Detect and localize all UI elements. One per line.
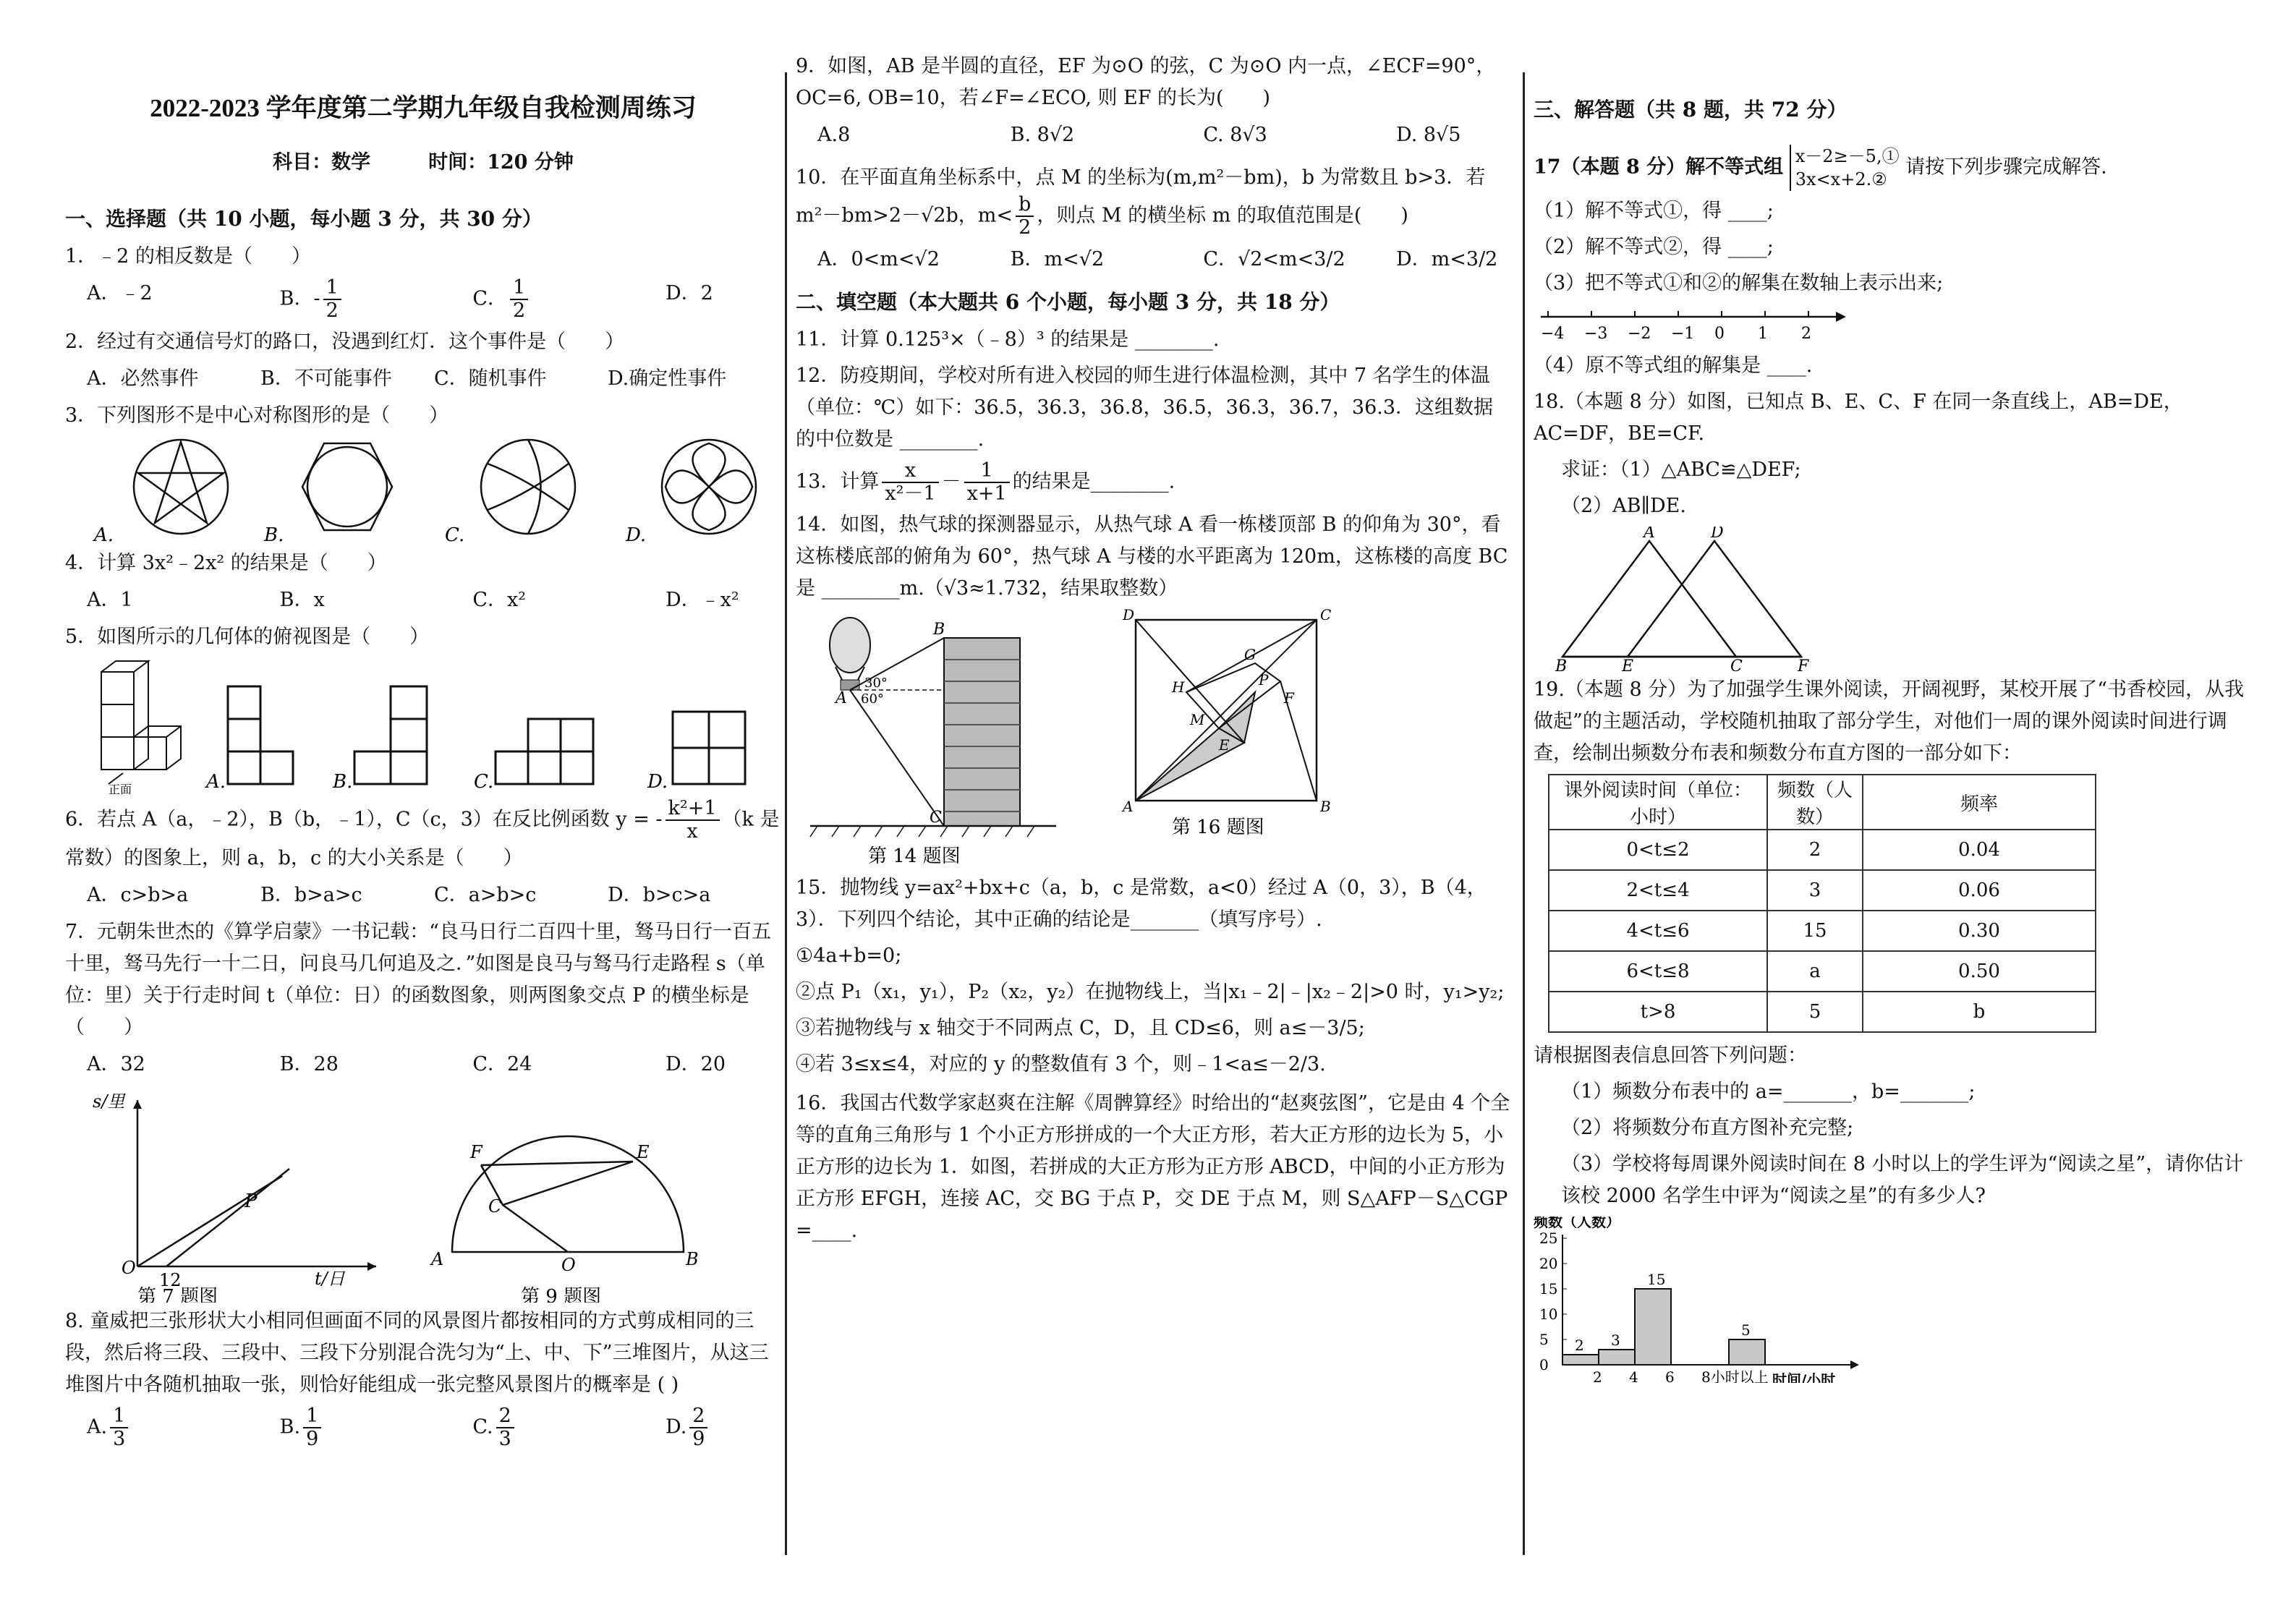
table-cell: b [1863, 992, 2096, 1032]
column-divider [785, 72, 787, 1555]
number-line-label: 1 [1758, 325, 1768, 343]
q6-option-b: B．b>a>c [260, 884, 362, 906]
q15-statement-3: ③若抛物线与 x 轴交于不同两点 C，D，且 CD≤6，则 a≤－3/5; [796, 1017, 1365, 1039]
q19-histogram [1534, 1217, 1939, 1383]
table-cell: 0<t≤2 [1549, 830, 1767, 870]
table-row [1549, 992, 2096, 1032]
q5-figures [65, 657, 774, 795]
q16-label-m: M [1190, 711, 1205, 728]
q3-fig-d-petals [662, 440, 756, 534]
q7-option-d: D．20 [666, 1053, 726, 1075]
q10-option-b: B．m<√2 [1010, 248, 1105, 270]
q18-label-f: F [1798, 657, 1809, 671]
table-cell: 15 [1767, 911, 1863, 951]
column-1 [65, 51, 781, 1609]
q8-stem: 8. 童威把三张形状大小相同但画面不同的风景图片都按相同的方式剪成相同的三段，然后将三段、三段中、三段下分别混合洗匀为“上、中、下”三堆图片，从这三堆图片中各随机抽取一张，则恰好能组成一张完整风景图片的概率是 ( ) [65, 1310, 769, 1396]
histogram-y-tick-label: 15 [1539, 1280, 1558, 1298]
q16-label-p: P [1259, 671, 1269, 689]
table-row [1549, 830, 2096, 870]
q1-stem: 1．﹣2 的相反数是（ ） [65, 245, 311, 268]
q16-label-d: D [1123, 609, 1135, 623]
q5-label-b: B. [333, 771, 353, 793]
table-cell: 5 [1767, 992, 1863, 1032]
histogram-y-tick-label: 10 [1539, 1305, 1558, 1323]
q17-part-2: （2）解不等式②，得 ____; [1534, 236, 1774, 258]
table-cell: 0.50 [1863, 951, 2096, 992]
histogram-bar [1599, 1350, 1635, 1365]
q2-stem: 2．经过有交通信号灯的路口，没遇到红灯．这个事件是（ ） [65, 331, 625, 353]
q7-option-a: A．32 [87, 1053, 145, 1075]
histogram-y-label: 频数（人数） [1534, 1217, 1620, 1230]
q7-point-p: P [245, 1190, 258, 1212]
q18-label-c: C [1730, 657, 1743, 671]
q18-label-a: A [1644, 527, 1655, 542]
q8-option-c: C. $\frac{2}{3}$ [472, 1405, 666, 1450]
q5-view-c [496, 719, 593, 784]
section-choice-heading: 一、选择题（共 10 小题，每小题 3 分，共 30 分） [65, 207, 543, 231]
histogram-bar-label: 15 [1647, 1271, 1666, 1288]
histogram-bar [1635, 1289, 1671, 1365]
exam-subtitle [65, 146, 781, 174]
q3-label-c: C. [445, 524, 465, 545]
q14-balloon-figure [810, 618, 1056, 867]
q4-option-a: A．1 [87, 589, 133, 611]
q5-view-d [673, 712, 745, 784]
q9-option-a: A.8 [817, 124, 851, 146]
table-row [1549, 870, 2096, 911]
table-cell: 4<t≤6 [1549, 911, 1767, 951]
q5-view-b [354, 686, 427, 784]
q19-stem: 19.（本题 8 分）为了加强学生课外阅读，开阔视野，某校开展了“书香校园，从我做起”的主题活动，学校随机抽取了部分学生，对他们一周的课外阅读时间进行调查，绘制出频数分布表和频数分布直方图的一部分如下： [1534, 678, 2245, 764]
q15-stem: 15．抛物线 y=ax²+bx+c（a，b，c 是常数，a<0）经过 A（0，3），B（4，3）．下列四个结论，其中正确的结论是_______（填写序号）. [796, 877, 1487, 931]
histogram-y-tick-label: 0 [1539, 1356, 1549, 1373]
number-line-label: −2 [1628, 325, 1651, 343]
table-header: 频率 [1863, 775, 2096, 830]
q3-fig-c-circle-arcs [481, 440, 575, 534]
histogram-bar [1562, 1355, 1599, 1365]
q18-label-d: D [1711, 527, 1724, 542]
table-cell: 2<t≤4 [1549, 870, 1767, 911]
histogram-x-tick-label: 8小时以上 [1701, 1368, 1769, 1383]
q14-angle-60: 60° [861, 691, 884, 707]
histogram-x-tick-label: 4 [1629, 1368, 1638, 1383]
q5-solid-figure [101, 661, 181, 784]
q2-option-d: D.确定性事件 [608, 367, 727, 390]
q4-option-c: C．x² [472, 589, 527, 611]
number-line-label: −3 [1584, 325, 1608, 343]
q6-options [65, 879, 781, 912]
q16-label-a: A [1123, 798, 1134, 815]
q2-options [65, 362, 781, 396]
q14-label-b: B [933, 621, 945, 639]
table-cell: 2 [1767, 830, 1863, 870]
table-cell: 0.30 [1863, 911, 2096, 951]
q2-option-c: C．随机事件 [434, 367, 547, 390]
q13-stem: 13．计算 $\frac{x}{\text{x²－1}}$ － $\frac{1}{x+1}$ 的结果是________. [796, 459, 1175, 505]
histogram-x-tick-label: 6 [1665, 1368, 1675, 1383]
q4-option-d: D．﹣x² [666, 589, 739, 611]
q19-part-2: （2）将频数分布直方图补充完整; [1561, 1117, 1854, 1139]
q17-number-line [1534, 304, 1939, 347]
q4-options [65, 584, 781, 617]
section-fill-heading: 二、填空题（本大题共 6 个小题，每小题 3 分，共 18 分） [796, 290, 1340, 314]
q10-stem: 10．在平面直角坐标系中，点 M 的坐标为(m,m²－bm)，b 为常数且 b>3．若 m²－bm>2－√2b，m< $\frac{b}{2}$ ，则点 M 的横坐标 m 的取值范围是( ) [796, 166, 1486, 239]
q9-semicircle-figure [430, 1136, 699, 1303]
q8-option-a: A. $\frac{1}{3}$ [87, 1405, 280, 1450]
q15-statement-1: ①4a+b=0; [796, 945, 902, 967]
table-cell: 3 [1767, 870, 1863, 911]
histogram-y-tick-label: 25 [1539, 1230, 1558, 1247]
table-row [1549, 911, 2096, 951]
q14-label-c: C [930, 809, 942, 827]
q10-options [796, 243, 1512, 276]
histogram-bar-label: 2 [1575, 1337, 1584, 1354]
q3-fig-b-hexagon [302, 443, 392, 530]
table-cell: t>8 [1549, 992, 1767, 1032]
q7-graph [93, 1091, 376, 1303]
histogram-bar-label: 5 [1741, 1321, 1751, 1339]
number-line-label: 0 [1714, 325, 1725, 343]
q9-option-b: B. 8√2 [1010, 124, 1075, 146]
q9-label-b: B [686, 1249, 699, 1269]
q14-caption: 第 14 题图 [868, 845, 961, 867]
column-3 [1534, 51, 2257, 1609]
q9-label-a: A [431, 1249, 444, 1269]
histogram-y-tick-label: 20 [1539, 1255, 1558, 1272]
time-label: 时间：120 分钟 [428, 151, 574, 174]
q16-label-c: C [1320, 609, 1332, 623]
exam-title: 2022-2023 学年度第二学期九年级自我检测周练习 [150, 94, 697, 122]
q17-part-4: （4）原不等式组的解集是 ____. [1534, 354, 1813, 377]
q19-frequency-table [1548, 774, 2096, 1033]
q15-statement-2: ②点 P₁（x₁，y₁），P₂（x₂，y₂）在抛物线上，当|x₁﹣2|﹣|x₂﹣2|>0 时，y₁>y₂; [796, 981, 1505, 1003]
q7-y-axis-label: s/里 [93, 1091, 125, 1112]
q18-label-e: E [1622, 657, 1634, 671]
q11-stem: 11．计算 0.125³×（﹣8）³ 的结果是 ________. [796, 328, 1220, 351]
q6-stem: 6．若点 A（a，﹣2），B（b，﹣1），C（c，3）在反比例函数 y = - $\frac{\text{k²+1}}{x}$ （k 是 常数）的图象上，则 a，b，c 的大小关系是（ ） [65, 797, 780, 869]
q7-caption: 第 7 题图 [137, 1286, 218, 1303]
q16-zhao-shuang-figure [1121, 609, 1331, 838]
q18-stem: 18.（本题 8 分）如图，已知点 B、E、C、F 在同一条直线上，AB=DE，AC=DF，BE=CF. [1534, 391, 2183, 445]
q10-option-c: C．√2<m<3/2 [1203, 248, 1345, 270]
q9-label-e: E [637, 1142, 650, 1162]
q3-stem: 3．下列图形不是中心对称图形的是（ ） [65, 404, 449, 427]
q1-option-c: C． $\frac{1}{2}$ [472, 277, 666, 322]
q15-statement-4: ④若 3≤x≤4，对应的 y 的整数值有 3 个，则﹣1<a≤－2/3. [796, 1053, 1326, 1075]
table-cell: 0.06 [1863, 870, 2096, 911]
histogram-x-tick-label: 2 [1593, 1368, 1602, 1383]
q5-label-a: A. [206, 771, 226, 793]
q9-label-c: C [488, 1196, 502, 1217]
q9-label-o: O [561, 1255, 576, 1275]
number-line-label: 2 [1801, 325, 1811, 343]
q19-after-table: 请根据图表信息回答下列问题： [1534, 1044, 1807, 1067]
q1-options [65, 277, 781, 322]
q16-stem: 16．我国古代数学家赵爽在注解《周髀算经》时给出的“赵爽弦图”，它是由 4 个全等的直角三角形与 1 个小正方形拼成的一个大正方形，若大正方形的边长为 5，小正方形的边长为 1．如图，若拼成的大正方形为正方形 ABCD，中间的小正方形为正方形 EFGH，连接 AC，交 BG 于点 P，交 DE 于点 M，则 S△AFP－S△CGP =____. [796, 1092, 1510, 1242]
table-header: 频数（人数） [1767, 775, 1863, 830]
q1-option-b: B．- $\frac{1}{2}$ [280, 277, 473, 322]
q7-option-b: B．28 [279, 1053, 339, 1075]
q3-fig-a-pentagram [134, 440, 228, 534]
q9-option-c: C. 8√3 [1203, 124, 1267, 146]
q18-triangle-figure [1534, 527, 1968, 671]
histogram-x-label: 时间/小时 [1772, 1371, 1836, 1383]
q16-label-h: H [1172, 678, 1185, 696]
q18-proof-1: 求证：（1）△ABC≌△DEF; [1561, 459, 1801, 481]
table-header: 课外阅读时间（单位：小时） [1549, 775, 1767, 830]
q3-label-b: B. [264, 524, 284, 545]
q3-figures [65, 436, 774, 545]
table-cell: 0.04 [1863, 830, 2096, 870]
q3-label-d: D. [626, 524, 647, 545]
q8-option-b: B. $\frac{1}{9}$ [280, 1405, 473, 1450]
q9-caption: 第 9 题图 [521, 1286, 602, 1303]
q2-option-a: A．必然事件 [87, 367, 199, 390]
q5-view-a [228, 686, 293, 784]
q9-options [796, 119, 1512, 152]
histogram-bar-label: 3 [1611, 1332, 1620, 1349]
q9-option-d: D. 8√5 [1396, 124, 1461, 146]
q14-angle-30: 30° [864, 676, 888, 691]
q6-option-a: A．c>b>a [87, 884, 189, 906]
number-line-arrow [1836, 312, 1846, 322]
q18-label-b: B [1555, 657, 1568, 671]
table-cell: 6<t≤8 [1549, 951, 1767, 992]
q17-stem: 17（本题 8 分）解不等式组 x－2≥－5,① 3x<x+2.② 请按下列步骤完成解答. [1534, 146, 2107, 189]
q3-label-a: A. [94, 524, 114, 545]
q14-label-a: A [836, 689, 847, 707]
histogram-x-arrow [1850, 1360, 1859, 1369]
q19-part-1: （1）频数分布表中的 a=_______，b=_______; [1561, 1081, 1976, 1103]
q16-label-g: G [1244, 646, 1256, 663]
q8-options [65, 1405, 781, 1450]
q9-stem: 9．如图，AB 是半圆的直径，EF 为⊙O 的弦，C 为⊙O 内一点，∠ECF=90°，OC=6, OB=10，若∠F=∠ECO, 则 EF 的长为( ) [796, 55, 1496, 109]
q5-label-c: C. [474, 771, 494, 793]
q8-option-d: D. $\frac{2}{9}$ [666, 1405, 781, 1450]
q4-stem: 4．计算 3x²﹣2x² 的结果是（ ） [65, 552, 387, 574]
q7-options [65, 1048, 781, 1081]
q9-label-f: F [470, 1142, 482, 1162]
q16-caption: 第 16 题图 [1172, 817, 1264, 838]
q18-proof-2: （2）AB∥DE. [1561, 495, 1686, 517]
q17-part-3: （3）把不等式①和②的解集在数轴上表示出来; [1534, 272, 1944, 294]
q16-label-f: F [1284, 689, 1294, 707]
q16-label-e: E [1219, 736, 1230, 754]
column-2 [796, 51, 1512, 1609]
q19-part-3: （3）学校将每周课外阅读时间在 8 小时以上的学生评为“阅读之星”，请你估计该校 2000 名学生中评为“阅读之星”的有多少人? [1561, 1153, 2244, 1207]
q5-front-label: 正面 [109, 783, 132, 795]
table-cell: a [1767, 951, 1863, 992]
q6-option-d: D．b>c>a [608, 884, 711, 906]
q7-stem: 7．元朝朱世杰的《算学启蒙》一书记载：“良马日行二百四十里，驽马日行一百五十里，驽马先行一十二日，问良马几何追及之．”如图是良马与驽马行走路程 s（单位：里）关于行走时间 t（单位：日）的函数图象，则两图象交点 P 的横坐标是（ ） [65, 921, 771, 1039]
table-row [1549, 951, 2096, 992]
q7-q9-figures [65, 1086, 774, 1303]
q14-q16-figures [796, 609, 1505, 869]
number-line-label: −1 [1671, 325, 1695, 343]
q4-option-b: B．x [279, 589, 325, 611]
q5-label-d: D. [647, 771, 668, 793]
q5-stem: 5．如图所示的几何体的俯视图是（ ） [65, 626, 430, 648]
q14-stem: 14．如图，热气球的探测器显示，从热气球 A 看一栋楼顶部 B 的仰角为 30°，看这栋楼底部的俯角为 60°，热气球 A 与楼的水平距离为 120m，这栋楼的高度 BC 是 ________m.（√3≈1.732，结果取整数） [796, 514, 1508, 600]
q10-option-d: D．m<3/2 [1396, 248, 1498, 270]
q10-option-a: A．0<m<√2 [817, 248, 940, 270]
column-divider [1523, 72, 1525, 1555]
q6-option-c: C．a>b>c [434, 884, 537, 906]
q12-stem: 12．防疫期间，学校对所有进入校园的师生进行体温检测，其中 7 名学生的体温（单位：℃）如下：36.5，36.3，36.8，36.5，36.3，36.7，36.3．这组数据的中位数是 ________. [796, 365, 1494, 451]
q7-tick-label: 12 [159, 1270, 182, 1290]
q16-label-b: B [1320, 798, 1331, 815]
q7-origin-label: O [122, 1258, 136, 1278]
q1-option-d: D．2 [666, 282, 713, 304]
section-answer-heading: 三、解答题（共 8 题，共 72 分） [1534, 98, 1848, 122]
histogram-y-tick-label: 5 [1539, 1331, 1549, 1348]
q17-part-1: （1）解不等式①，得 ____; [1534, 200, 1774, 222]
number-line-label: −4 [1541, 325, 1565, 343]
histogram-bar [1729, 1339, 1765, 1365]
subject-label: 科目：数学 [273, 151, 371, 174]
q7-option-c: C．24 [472, 1053, 532, 1075]
q7-x-axis-label: t/日 [315, 1269, 345, 1289]
q1-option-a: A．﹣2 [87, 282, 153, 304]
q2-option-b: B．不可能事件 [260, 367, 392, 390]
